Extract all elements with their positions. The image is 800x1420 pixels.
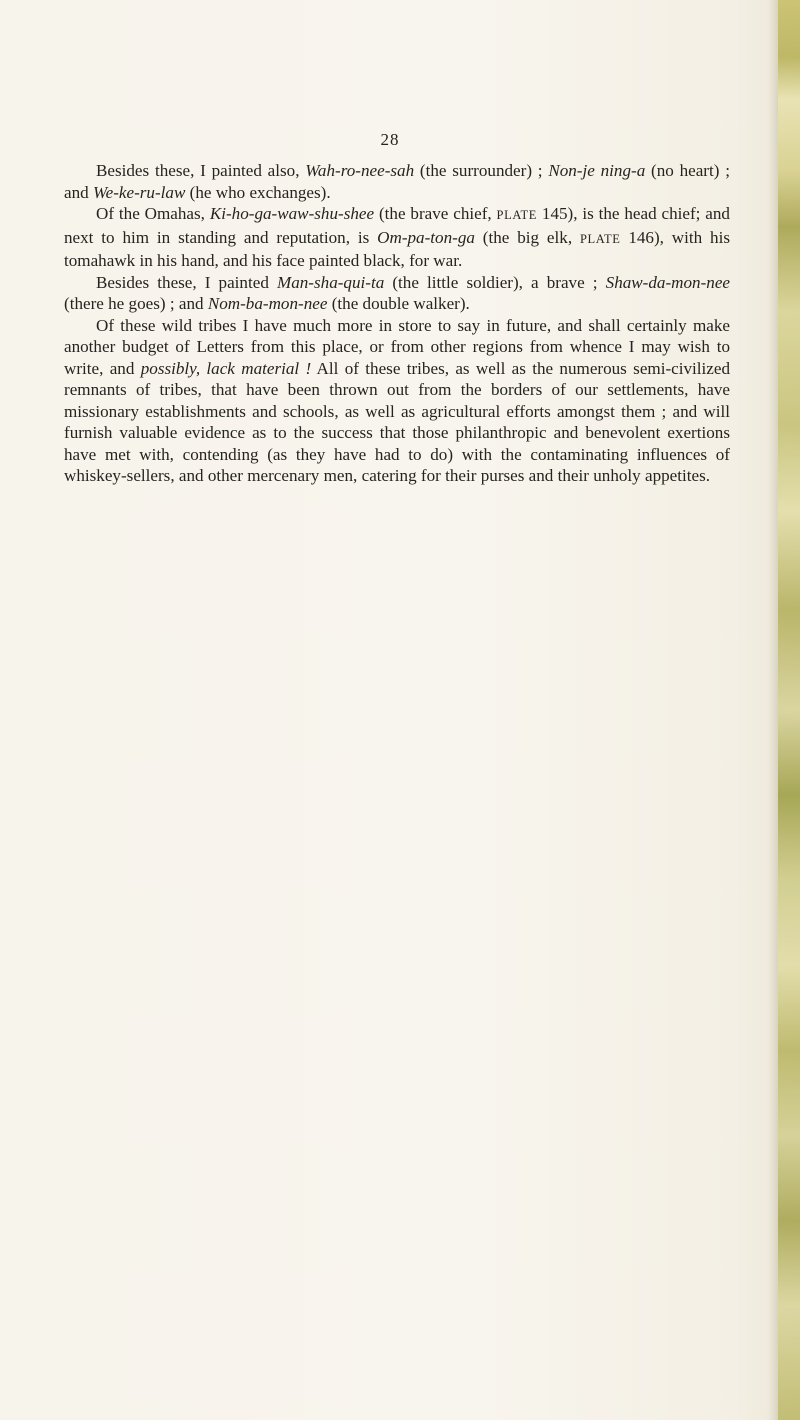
text-run: (the surrounder) ; [414, 161, 549, 180]
text-run: Besides these, I painted [96, 272, 277, 292]
page-number: 28 [380, 130, 400, 149]
small-caps-run: PLATE [579, 231, 621, 246]
text-run: 145), is the head chief; and next to him in standing and reputation, is [64, 204, 730, 247]
paragraph-4 [64, 315, 730, 487]
text-run: 146), with his tomahawk in his hand, and his face painted black, for war. [64, 227, 731, 270]
paragraph-2 [64, 203, 730, 272]
italic-run: Nom-ba-mon-nee [207, 294, 328, 313]
page-edge-binding [778, 0, 800, 1420]
italic-run: Wah-ro-nee-sah [305, 161, 415, 180]
small-caps-run: PLATE [496, 208, 538, 222]
page-edge-shadow [768, 0, 778, 1420]
italic-run: possibly, lack material ! [140, 358, 312, 378]
text-run: (he who exchanges). [185, 182, 331, 202]
text-run: (the big elk, [474, 227, 580, 247]
paragraph-3 [64, 272, 730, 315]
text-run: (the little soldier), a brave ; [384, 272, 606, 292]
italic-run: We-ke-ru-law [92, 182, 186, 202]
italic-run: Man-sha-qui-ta [276, 272, 385, 292]
text-run: Of the Omahas, [96, 204, 210, 223]
paragraph-1 [64, 160, 730, 203]
italic-run: Non-je ning-a [548, 161, 646, 180]
italic-run: Om-pa-ton-ga [377, 227, 475, 247]
text-run: (there he goes) ; and [64, 294, 208, 313]
text-run: (the double walker). [327, 294, 470, 313]
text-run: Besides these, I painted also, [96, 161, 306, 180]
body-text [64, 160, 730, 487]
text-run: (the brave chief, [374, 204, 497, 223]
text-run: All of these tribes, as well as the numerous semi-civilized remnants of tribes, that have been thrown out from the borders of our settlements, have missionary establishments and schools, as well as agricultural efforts amongst them ; and will furnish valuable evidence as to the success that those philanthropic and benevolent exertions have met with, contending (as they have had to do) with the contaminating influences of whiskey-sellers, and other mercenary men, catering for their purses and their unholy appetites. [64, 358, 730, 485]
italic-run: Ki-ho-ga-waw-shu-shee [209, 204, 375, 223]
italic-run: Shaw-da-mon-nee [605, 272, 731, 292]
text-run: Of these wild tribes I have much more in store to say in future, and shall certainly make another budget of Letters from this place, or from other regions from whence I may wish to write, and [64, 315, 730, 378]
text-run: (no heart) ; and [64, 161, 730, 202]
